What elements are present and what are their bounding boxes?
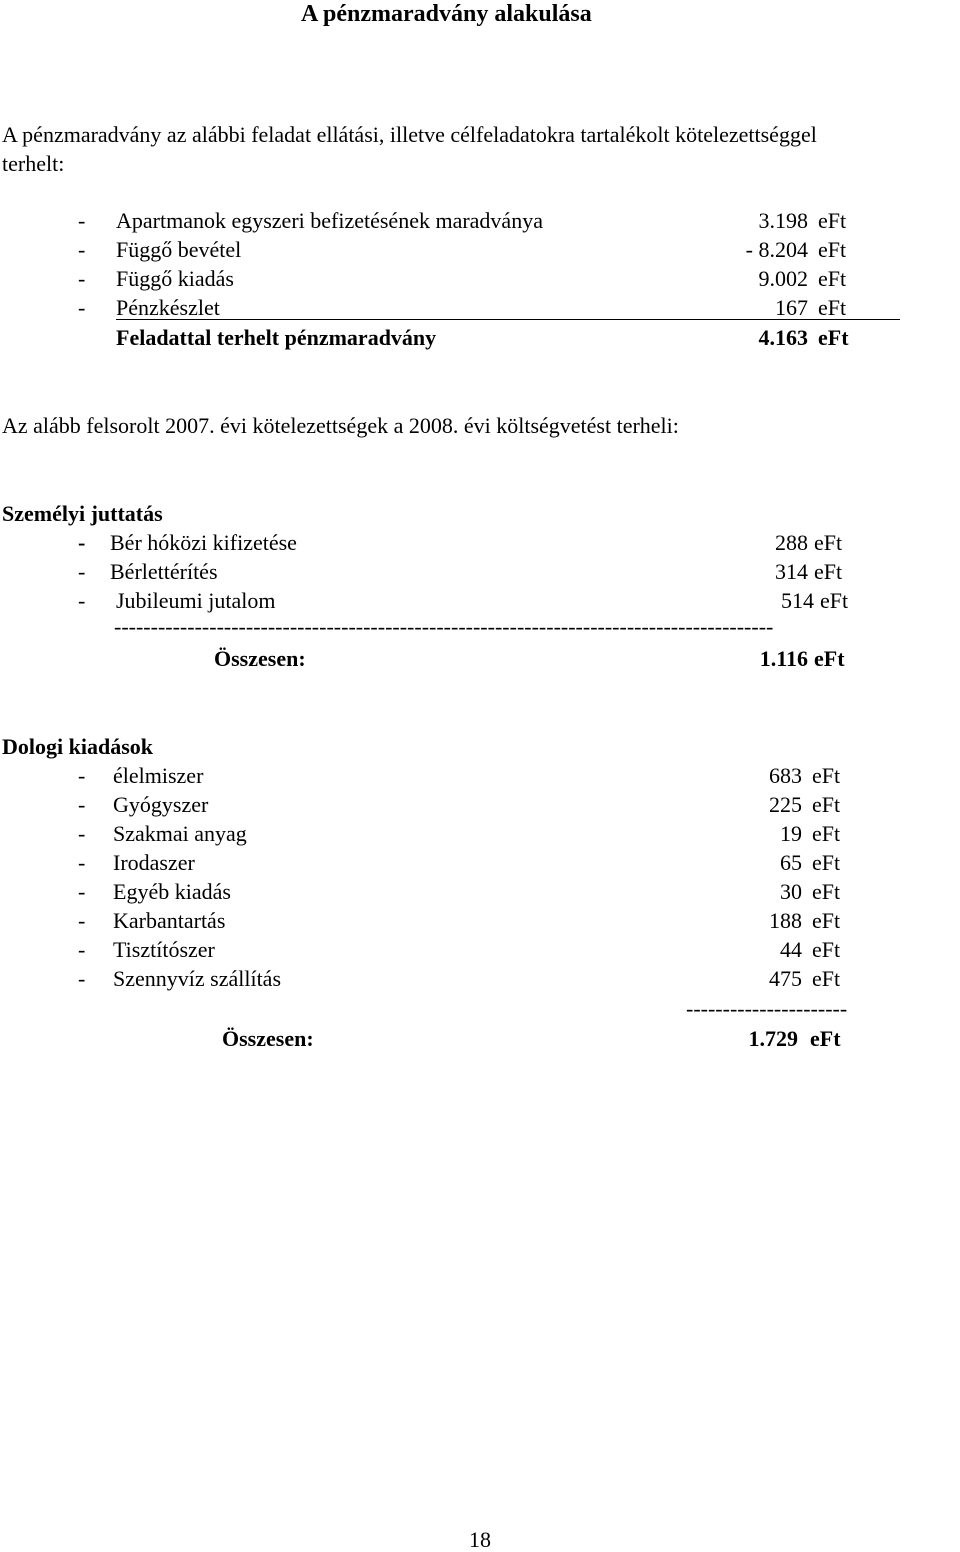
- item-unit: eFt: [812, 879, 841, 904]
- item-value: 475: [769, 966, 802, 991]
- item-label: Karbantartás: [113, 908, 226, 933]
- item-label: Pénzkészlet: [116, 295, 220, 320]
- item-label: Szakmai anyag: [113, 821, 247, 846]
- item-unit: eFt: [812, 937, 841, 962]
- intro-line-2: terhelt:: [2, 151, 65, 176]
- item-value: 314: [775, 559, 808, 584]
- item-value: 167: [775, 295, 808, 320]
- bullet-dash: -: [78, 588, 86, 613]
- bullet-dash: -: [78, 237, 86, 262]
- total-unit: eFt: [818, 325, 849, 350]
- bullet-dash: -: [78, 266, 86, 291]
- bullet-dash: -: [78, 559, 86, 584]
- item-label: Függő kiadás: [116, 266, 234, 291]
- page-number: 18: [469, 1527, 491, 1552]
- item-value: 514: [781, 588, 814, 613]
- total-value: 1.729: [748, 1026, 798, 1051]
- item-unit: eFt: [818, 237, 847, 262]
- bullet-dash: -: [78, 908, 86, 933]
- bullet-dash: -: [78, 821, 86, 846]
- item-label: Bér hóközi kifizetése: [110, 530, 297, 555]
- item-label: Irodaszer: [113, 850, 195, 875]
- item-unit: eFt: [812, 821, 841, 846]
- item-unit: eFt: [818, 266, 847, 291]
- item-value: 19: [780, 821, 802, 846]
- item-unit: eFt: [812, 966, 841, 991]
- item-label: Tisztítószer: [113, 937, 215, 962]
- bullet-dash: -: [78, 879, 86, 904]
- obligations-text: Az alább felsorolt 2007. évi kötelezettségek a 2008. évi költségvetést terheli:: [2, 413, 679, 438]
- item-unit: eFt: [812, 908, 841, 933]
- total-label: Összesen:: [222, 1026, 314, 1051]
- total-label: Feladattal terhelt pénzmaradvány: [116, 325, 437, 350]
- item-label: élelmiszer: [113, 763, 204, 788]
- dashed-separator: ------------------------------------------------------------------------------------------: [114, 616, 774, 638]
- item-unit: eFt: [812, 850, 841, 875]
- item-unit: eFt: [820, 588, 849, 613]
- bullet-dash: -: [78, 208, 86, 233]
- bullet-dash: -: [78, 295, 86, 320]
- page-title: A pénzmaradvány alakulása: [301, 1, 592, 27]
- item-label: Szennyvíz szállítás: [113, 966, 282, 991]
- item-value: 44: [780, 937, 802, 962]
- item-value: 288: [775, 530, 808, 555]
- item-value: 188: [769, 908, 802, 933]
- item-unit: eFt: [818, 295, 847, 320]
- item-label: Apartmanok egyszeri befizetésének maradványa: [116, 208, 543, 233]
- dashed-separator: ----------------------: [686, 996, 848, 1021]
- total-unit: eFt: [814, 646, 845, 671]
- item-value: - 8.204: [745, 237, 808, 262]
- item-unit: eFt: [814, 559, 843, 584]
- total-label: Összesen:: [214, 646, 306, 671]
- bullet-dash: -: [78, 792, 86, 817]
- item-label: Gyógyszer: [113, 792, 209, 817]
- total-underline: [116, 319, 900, 320]
- bullet-dash: -: [78, 763, 86, 788]
- item-unit: eFt: [818, 208, 847, 233]
- total-value: 1.116: [759, 646, 808, 671]
- total-unit: eFt: [810, 1026, 841, 1051]
- item-value: 9.002: [758, 266, 808, 291]
- bullet-dash: -: [78, 966, 86, 991]
- item-value: 683: [769, 763, 802, 788]
- total-value: 4.163: [758, 325, 808, 350]
- item-label: Bérlettérítés: [110, 559, 218, 584]
- section-heading: Személyi juttatás: [2, 501, 163, 526]
- item-unit: eFt: [814, 530, 843, 555]
- item-value: 3.198: [758, 208, 808, 233]
- item-label: Függő bevétel: [116, 237, 242, 262]
- section-heading: Dologi kiadások: [2, 734, 153, 759]
- item-unit: eFt: [812, 763, 841, 788]
- bullet-dash: -: [78, 530, 86, 555]
- item-unit: eFt: [812, 792, 841, 817]
- item-label: Egyéb kiadás: [113, 879, 231, 904]
- item-value: 30: [780, 879, 802, 904]
- intro-line-1: A pénzmaradvány az alábbi feladat ellátási, illetve célfeladatokra tartalékolt kötelezettséggel: [2, 122, 817, 147]
- item-value: 225: [769, 792, 802, 817]
- bullet-dash: -: [78, 937, 86, 962]
- bullet-dash: -: [78, 850, 86, 875]
- item-label: Jubileumi jutalom: [116, 588, 276, 613]
- item-value: 65: [780, 850, 802, 875]
